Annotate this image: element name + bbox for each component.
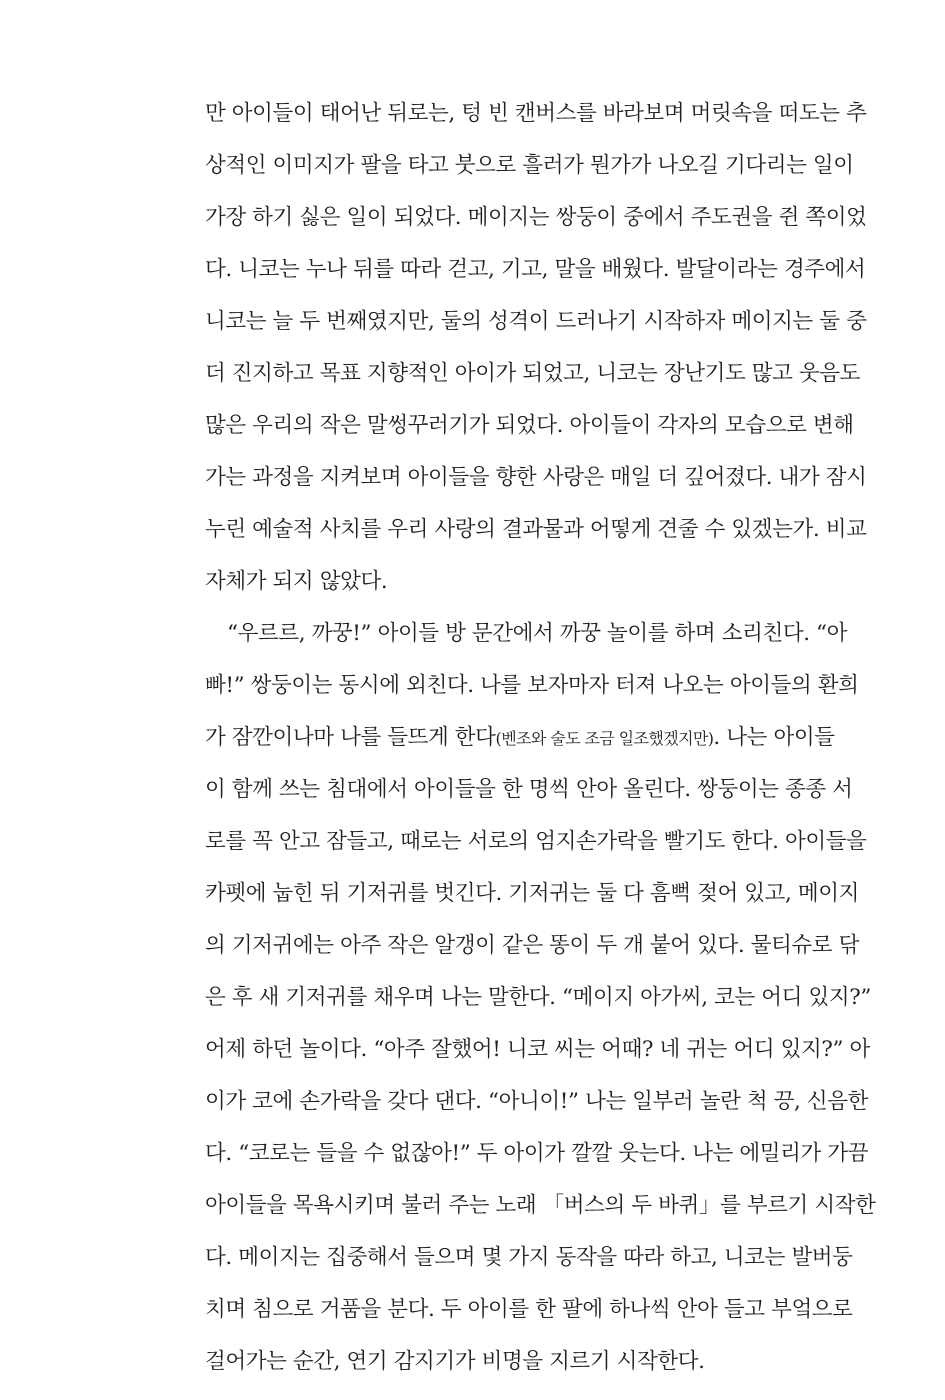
text-line: 카펫에 눕힌 뒤 기저귀를 벗긴다. 기저귀는 둘 다 흠뻑 젖어 있고, 메이지 xyxy=(205,881,859,906)
text-segment: . 나는 아이들 xyxy=(713,725,835,750)
text-line: 니코는 늘 두 번째였지만, 둘의 성격이 드러나기 시작하자 메이지는 둘 중 xyxy=(205,309,867,334)
text-line: 다. “코로는 들을 수 없잖아!” 두 아이가 깔깔 웃는다. 나는 에밀리가 가끔 xyxy=(205,1141,869,1166)
text-line: 이가 코에 손가락을 갖다 댄다. “아니이!” 나는 일부러 놀란 척 끙, 신음한 xyxy=(205,1089,869,1114)
text-line: 치며 침으로 거품을 분다. 두 아이를 한 팔에 하나씩 안아 들고 부엌으로 xyxy=(205,1297,853,1322)
text-line: 빠!” 쌍둥이는 동시에 외친다. 나를 보자마자 터져 나오는 아이들의 환희 xyxy=(205,673,859,698)
text-line: 아이들을 목욕시키며 불러 주는 노래 「버스의 두 바퀴」를 부르기 시작한 xyxy=(205,1193,876,1218)
text-line: 가는 과정을 지켜보며 아이들을 향한 사랑은 매일 더 깊어졌다. 내가 잠시 xyxy=(205,465,867,490)
paragraph-last-line: 자체가 되지 않았다. xyxy=(205,569,388,594)
paragraph-first-line: “우르르, 까꿍!” 아이들 방 문간에서 까꿍 놀이를 하며 소리친다. “아 xyxy=(227,621,848,646)
text-line: 이 함께 쓰는 침대에서 아이들을 한 명씩 안아 올린다. 쌍둥이는 종종 서 xyxy=(205,777,853,802)
text-line: 다. 니코는 누나 뒤를 따라 걷고, 기고, 말을 배웠다. 발달이라는 경주에서 xyxy=(205,257,866,282)
text-line: 로를 꼭 안고 잠들고, 때로는 서로의 엄지손가락을 빨기도 한다. 아이들을 xyxy=(205,829,867,854)
text-line: 더 진지하고 목표 지향적인 아이가 되었고, 니코는 장난기도 많고 웃음도 xyxy=(205,361,861,386)
text-line: 가장 하기 싫은 일이 되었다. 메이지는 쌍둥이 중에서 주도권을 쥔 쪽이었 xyxy=(205,205,867,230)
text-line: 어제 하던 놀이다. “아주 잘했어! 니코 씨는 어때? 네 귀는 어디 있지?” 아 xyxy=(205,1037,870,1062)
text-line: 만 아이들이 태어난 뒤로는, 텅 빈 캔버스를 바라보며 머릿속을 떠도는 추 xyxy=(205,101,867,126)
parenthetical-aside: (벤조와 술도 조금 일조했겠지만) xyxy=(495,729,714,748)
paragraph-last-line: 걸어가는 순간, 연기 감지기가 비명을 지르기 시작한다. xyxy=(205,1349,705,1374)
text-line: 의 기저귀에는 아주 작은 알갱이 같은 똥이 두 개 붙어 있다. 물티슈로 닦 xyxy=(205,933,859,958)
text-line-with-aside xyxy=(205,712,833,764)
text-segment: 가 잠깐이나마 나를 들뜨게 한다 xyxy=(205,725,496,750)
text-line: 다. 메이지는 집중해서 들으며 몇 가지 동작을 따라 하고, 니코는 발버둥 xyxy=(205,1245,853,1270)
text-line: 누린 예술적 사치를 우리 사랑의 결과물과 어떻게 견줄 수 있겠는가. 비교 xyxy=(205,517,867,542)
text-line: 상적인 이미지가 팔을 타고 붓으로 흘러가 뭔가가 나오길 기다리는 일이 xyxy=(205,153,854,178)
text-line: 많은 우리의 작은 말썽꾸러기가 되었다. 아이들이 각자의 모습으로 변해 xyxy=(205,413,854,438)
text-line: 은 후 새 기저귀를 채우며 나는 말한다. “메이지 아가씨, 코는 어디 있지?” xyxy=(205,985,871,1010)
